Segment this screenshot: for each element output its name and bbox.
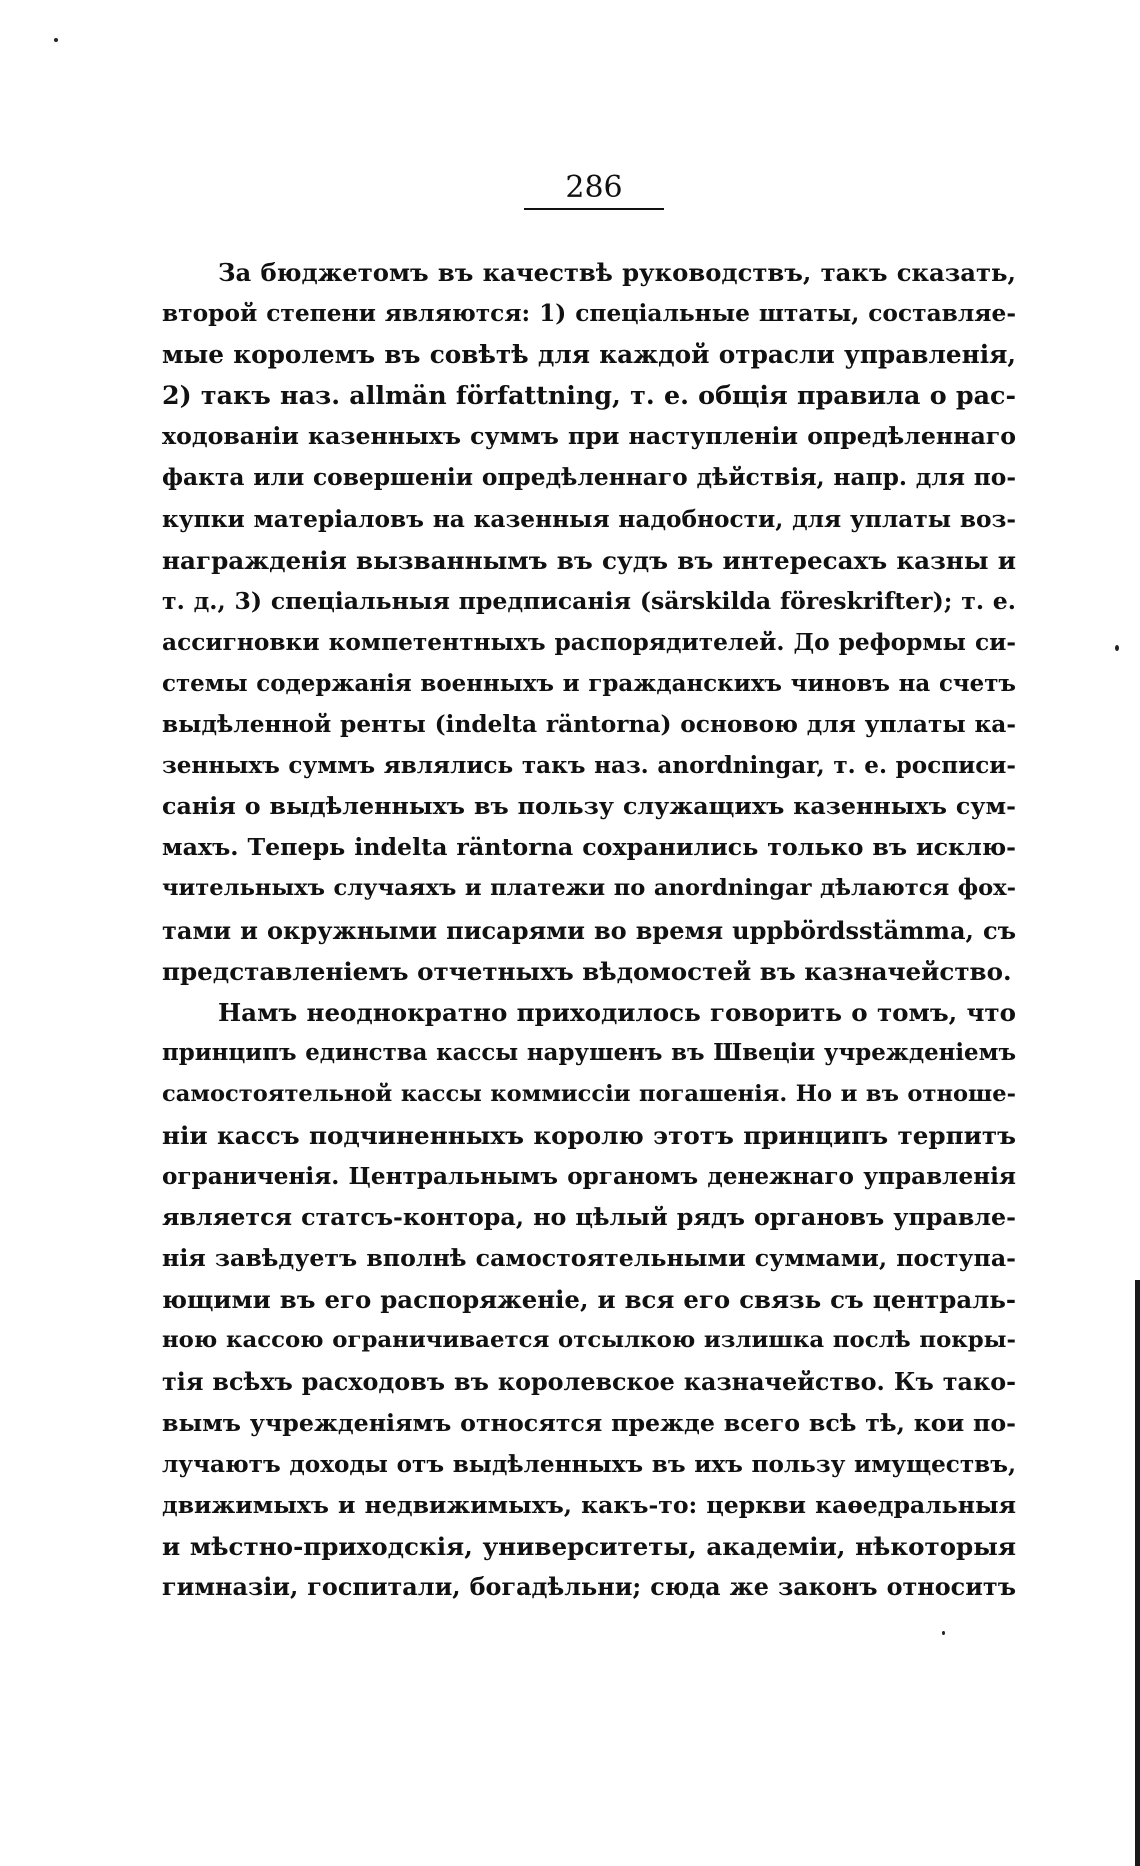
paragraph-1 [162, 252, 1016, 992]
text-line: лучаютъ доходы отъ выдѣленныхъ въ ихъ пользу имуществъ, [162, 1450, 1016, 1478]
text-line: санія о выдѣленныхъ въ пользу служащихъ казенныхъ сум- [162, 792, 1016, 821]
text-line: вымъ учрежденіямъ относятся прежде всего всѣ тѣ, кои по- [162, 1408, 1016, 1437]
text-line: самостоятельной кассы коммиссіи погашенія. Но и въ отноше- [162, 1080, 1016, 1107]
text-line: ніи кассъ подчиненныхъ королю этотъ принципъ терпитъ [162, 1120, 1016, 1150]
body-text [162, 252, 1016, 1608]
text-line: 2) такъ наз. allmän författning, т. е. общія правила о рас- [162, 380, 1016, 411]
text-line: движимыхъ и недвижимыхъ, какъ-то: церкви каѳедральныя [162, 1490, 1016, 1519]
text-line: купки матеріаловъ на казенныя надобности, для уплаты воз- [162, 505, 1016, 533]
page-number: 286 [524, 170, 664, 210]
text-line: является статсъ-контора, но цѣлый рядъ органовъ управле- [162, 1203, 1016, 1232]
text-line: второй степени являются: 1) спеціальные штаты, составляе- [162, 300, 1016, 328]
text-line: Намъ неоднократно приходилось говорить о томъ, что [218, 997, 1016, 1027]
text-line: зенныхъ суммъ являлись такъ наз. anordningar, т. е. росписи- [162, 752, 1016, 780]
text-line: ною кассою ограничивается отсылкою излишка послѣ покры- [162, 1327, 1016, 1354]
scan-speck [942, 1631, 945, 1635]
text-line: награжденія вызваннымъ въ судъ въ интересахъ казны и [162, 545, 1016, 575]
text-line: стемы содержанія военныхъ и гражданскихъ чиновъ на счетъ [162, 669, 1016, 697]
text-line: т. д., 3) спеціальныя предписанія (särskilda föreskrifter); т. е. [162, 586, 1016, 615]
text-line: принципъ единства кассы нарушенъ въ Швеціи учрежденіемъ [162, 1039, 1016, 1066]
text-line: представленіемъ отчетныхъ вѣдомостей въ казначейство. [162, 956, 1012, 986]
text-line: За бюджетомъ въ качествѣ руководствъ, такъ сказать, [218, 258, 1016, 287]
text-line: и мѣстно-приходскія, университеты, академіи, нѣкоторыя [162, 1531, 1016, 1561]
text-line: выдѣленной ренты (indelta räntorna) основою для уплаты ка- [162, 711, 1016, 739]
text-line: мые королемъ въ совѣтѣ для каждой отрасли управленія, [162, 340, 1016, 370]
text-line: тія всѣхъ расходовъ въ королевское казначейство. Къ тако- [162, 1367, 1016, 1396]
scan-speck [54, 38, 58, 42]
text-line: факта или совершеніи опредѣленнаго дѣйствія, напр. для по- [162, 464, 1016, 492]
text-line: тами и окружными писарями во время uppbördsstämma, съ [162, 915, 1016, 945]
text-line: гимназіи, госпитали, богадѣльни; сюда же законъ относитъ [162, 1573, 1016, 1601]
text-line: махъ. Теперь indelta räntorna сохранились только въ исклю- [162, 833, 1016, 862]
text-line: ограниченія. Центральнымъ органомъ денежнаго управленія [162, 1163, 1016, 1191]
scan-speck [1115, 645, 1119, 651]
paragraph-2 [162, 992, 1016, 1608]
scan-edge-shadow [1135, 1280, 1140, 1866]
text-line: ходованіи казенныхъ суммъ при наступленіи опредѣленнаго [162, 422, 1016, 451]
text-line: ющими въ его распоряженіе, и вся его связь съ централь- [162, 1285, 1016, 1315]
text-line: чительныхъ случаяхъ и платежи по anordningar дѣлаются фох- [162, 875, 1016, 902]
text-line: ассигновки компетентныхъ распорядителей. До реформы си- [162, 628, 1016, 656]
text-line: нія завѣдуетъ вполнѣ самостоятельными суммами, поступа- [162, 1244, 1016, 1273]
